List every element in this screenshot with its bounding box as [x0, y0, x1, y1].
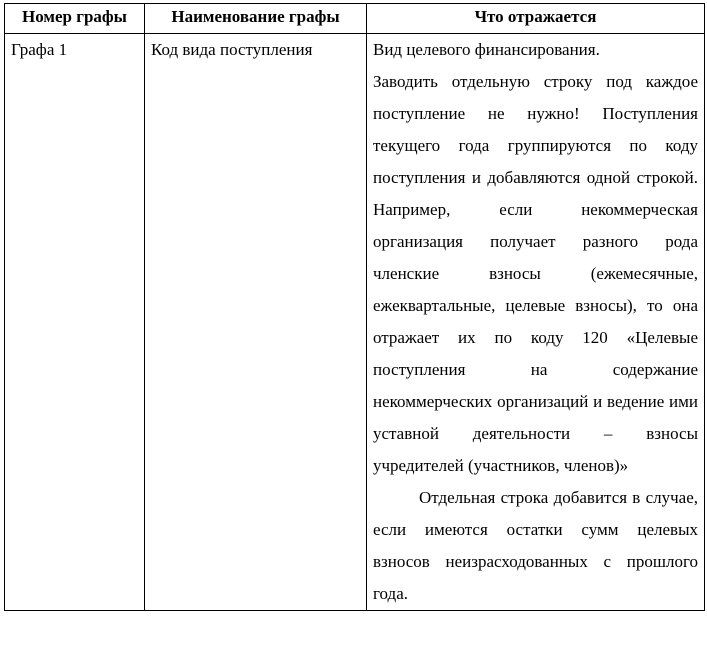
cell-column-name: Код вида поступления — [145, 34, 367, 611]
table-row — [5, 34, 705, 611]
header-row — [5, 4, 705, 34]
header-column-number: Номер графы — [5, 4, 145, 34]
cell-column-number: Графа 1 — [5, 34, 145, 611]
columns-table — [4, 3, 705, 611]
description-paragraph-3: Отдельная строка добавится в случае, если имеются остатки сумм целевых взносов неизрасходованных с прошлого года. — [373, 488, 698, 603]
description-paragraph-1: Вид целевого финансирования. — [373, 40, 600, 59]
header-column-name: Наименование графы — [145, 4, 367, 34]
cell-description — [367, 34, 705, 611]
header-column-description: Что отражается — [367, 4, 705, 34]
description-paragraph-2: Заводить отдельную строку под каждое поступление не нужно! Поступления текущего года группируются по коду поступления и добавляются одной строкой. Например, если некоммерческая организация получает разного рода членские взносы (ежемесячные, ежеквартальные, целевые взносы), то она отражает их по коду 120 «Целевые поступления на содержание некоммерческих организаций и ведение ими уставной деятельности – взносы учредителей (участников, членов)» — [373, 72, 698, 475]
